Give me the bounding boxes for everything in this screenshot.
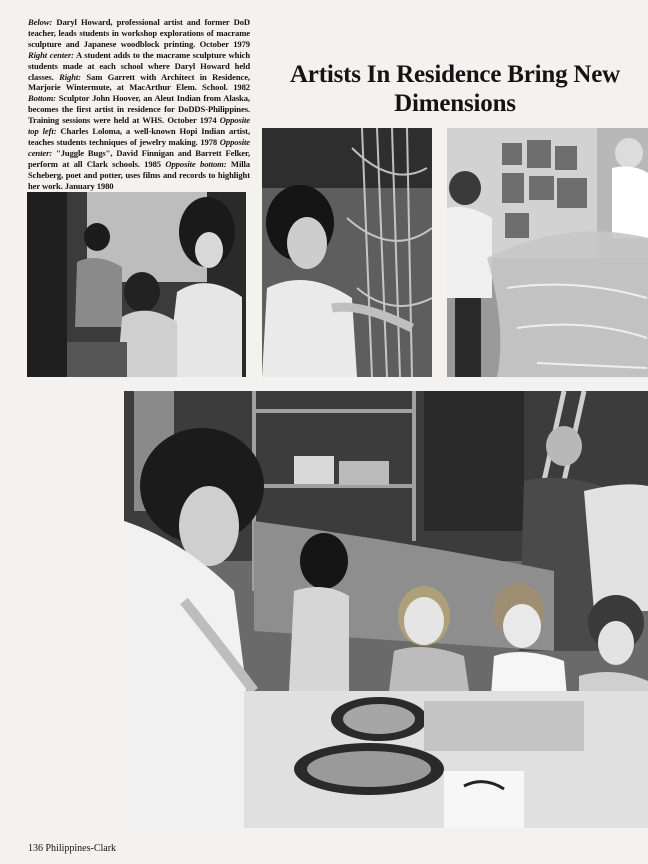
caption-lead-opposite-center: Opposite center: <box>28 136 250 158</box>
workshop-photo <box>27 192 246 377</box>
caption-text-below: Daryl Howard, professional artist and former DoD teacher, leads students in workshop explorations of macrame sculpture and Japanese woodblock printing. October 1979 <box>28 17 250 49</box>
caption-lead-right-center: Right center: <box>28 49 74 60</box>
caption-lead-below: Below: <box>28 17 53 27</box>
architect-photo-image <box>447 128 648 377</box>
sculptor-photo-image <box>124 391 648 828</box>
architect-photo <box>447 128 648 377</box>
caption-text-bottom: Sculptor John Hoover, an Aleut Indian from Alaska, becomes the first artist in residence for DoDDS-Philippines. Training sessions were held at WHS. October 1974 <box>28 93 250 126</box>
macrame-photo-image <box>262 128 432 377</box>
sculptor-photo <box>124 391 648 828</box>
caption-lead-opposite-top-left: Opposite top left: <box>28 115 250 137</box>
caption-text-opposite-top-left: Charles Loloma, a well-known Hopi Indian artist, teaches students techniques of jewelry making. 1978 <box>28 126 250 147</box>
caption-lead-right: Right: <box>59 71 81 82</box>
caption-text-right: Sam Garrett with Architect in Residence, Marjorie Wintermute, at MacArthur Elem. School. 1982 <box>28 71 250 93</box>
macrame-photo <box>262 128 432 377</box>
workshop-photo-image <box>27 192 246 377</box>
caption-text-opposite-bottom: Milla Scheberg, poet and potter, uses films and records to highlight her work. January 1980 <box>28 158 251 191</box>
caption-text-opposite-center: "Juggle Bugs", David Finnigan and Barrett Felker, perform at all Clark schools. 1985 <box>28 147 250 169</box>
caption-text-right-center: A student adds to the macrame sculpture which students made at each school where Daryl Howard held classes. <box>28 49 251 82</box>
page-headline: Artists In Residence Bring New Dimensions <box>289 61 621 117</box>
photo-captions <box>28 17 250 192</box>
page-footer-folio: 136 Philippines-Clark <box>28 843 117 854</box>
caption-lead-bottom: Bottom: <box>28 93 56 104</box>
caption-lead-opposite-bottom: Opposite bottom: <box>165 158 227 169</box>
